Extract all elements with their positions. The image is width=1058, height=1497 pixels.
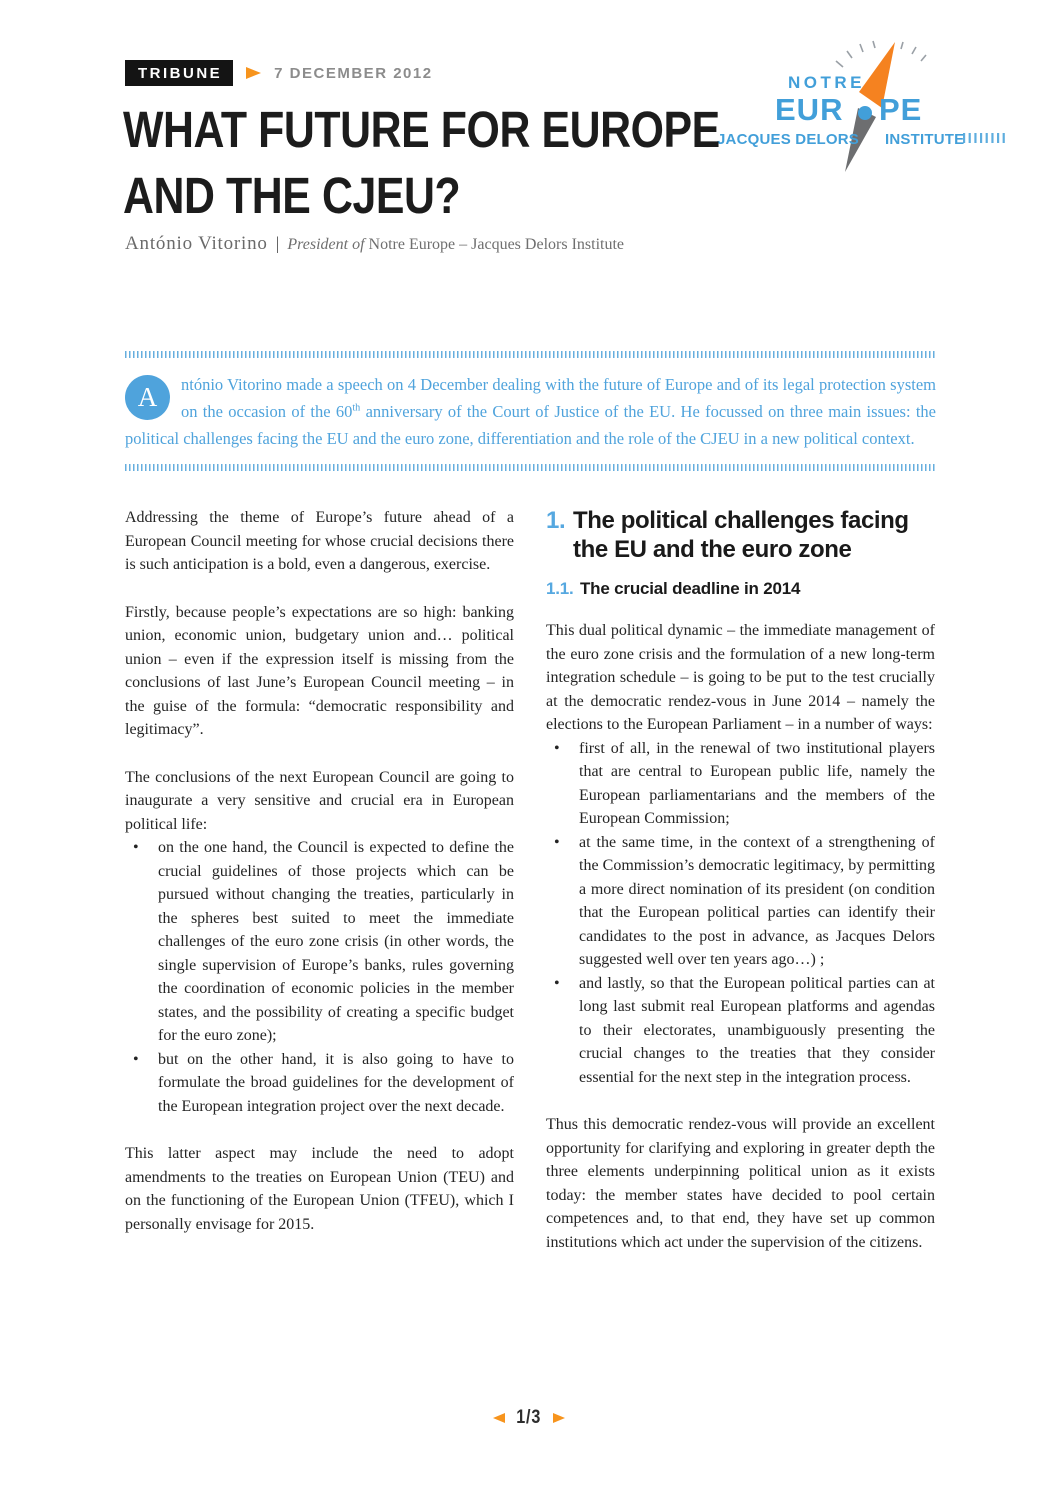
bullet-marker-icon: •: [554, 974, 560, 992]
bullet-item: [546, 831, 935, 972]
page-indicator: 1/3: [516, 1407, 542, 1428]
page-title: [123, 97, 720, 229]
logo-text-institute: INSTITUTE: [885, 131, 965, 148]
logo-text-jacques-delors: JACQUES DELORS: [717, 131, 859, 148]
section-number: 1.: [546, 507, 566, 534]
author-organization: Notre Europe – Jacques Delors Institute: [368, 236, 624, 253]
bullet-item: [125, 836, 514, 1048]
publication-date: 7 DECEMBER 2012: [274, 64, 433, 82]
paragraph: Addressing the theme of Europe’s future ahead of a European Council meeting for whose crucial decisions there is such anticipation is a bold, even a dangerous, exercise.: [125, 509, 514, 573]
abstract-text: [125, 358, 936, 464]
page-title-line1: WHAT FUTURE FOR EUROPE: [123, 101, 720, 158]
notre-europe-logo: [715, 40, 1015, 178]
masthead: [125, 60, 433, 86]
paragraph: This dual political dynamic – the immediate management of the euro zone crisis and the formulation of a new long-term integration schedule – is going to be put to the test crucially at the democratic rendez-vous in June 2014 – namely the elections to the European Parliament – in a number of ways:: [546, 622, 935, 733]
logo-dot-icon: [858, 106, 872, 120]
dotted-rule-bottom: [125, 464, 936, 471]
paragraph: Thus this democratic rendez-vous will provide an excellent opportunity for clarifying and exploring in greater depth the three elements underpinning political union as it exists today: the member states have decided to pool certain competences and, to that end, they have set up common institutions which act under the supervision of the citizens.: [546, 1116, 935, 1251]
logo-text-notre: NOTRE: [788, 73, 865, 92]
right-column: [546, 506, 935, 1278]
bullet-marker-icon: •: [554, 833, 560, 851]
logo-tick-bars-icon: IIIIIIII: [962, 130, 1008, 147]
pagination: [0, 1407, 1058, 1429]
abstract-superscript: th: [352, 402, 361, 414]
dotted-rule-top: [125, 351, 936, 358]
paragraph: The conclusions of the next European Council are going to inaugurate a very sensitive and crucial era in European political life:: [125, 768, 514, 833]
logo-text-eur: EUR: [775, 92, 844, 127]
bullet-list: [546, 737, 935, 1090]
bullet-marker-icon: •: [133, 1050, 139, 1068]
section-heading: [546, 506, 935, 564]
bullet-marker-icon: •: [554, 739, 560, 757]
prev-page-arrow-icon[interactable]: [493, 1413, 505, 1423]
abstract-text-part1: ntónio Vitorino made a speech on 4 December dealing with the future of Europe and of its legal protection system on the occasion of the 60: [181, 375, 936, 421]
tribune-badge: TRIBUNE: [125, 60, 233, 86]
subsection-number: 1.1.: [546, 579, 574, 598]
bullet-text: but on the other hand, it is also going to have to formulate the broad guidelines for the development of the European integration project over the next decade.: [158, 1050, 514, 1115]
bullet-item: [546, 972, 935, 1090]
author-name: António Vitorino: [125, 233, 268, 254]
abstract-text-part2: anniversary of the Court of Justice of the EU. He focussed on three main issues: the political challenges facing the EU and the euro zone, differentiation and the role of the CJEU in a new political context.: [125, 402, 936, 448]
paragraph: Firstly, because people’s expectations are so high: banking union, economic union, budgetary union and… political union – even if the expression itself is missing from the conclusions of last June’s European Council meeting – in the guise of the formula: “democratic responsibility and legitimacy”.: [125, 603, 514, 738]
bullet-item: [546, 737, 935, 831]
next-page-arrow-icon[interactable]: [553, 1413, 565, 1423]
logo-text-pe: PE: [879, 92, 923, 127]
subsection-heading: [546, 578, 935, 599]
bullet-item: [125, 1048, 514, 1119]
bullet-text: and lastly, so that the European political parties can at long last submit real European platforms and agendas to their electorates, unambiguously presenting the crucial changes to the treaties that they consider essential for the next step in the integration process.: [579, 974, 935, 1086]
bullet-text: first of all, in the renewal of two institutional players that are central to European public life, namely the European parliamentarians and the members of the European Commission;: [579, 739, 935, 827]
bullet-text: on the one hand, the Council is expected to define the crucial guidelines of those projects which can be pursued without changing the treaties, particularly in the spheres best suited to meet the immediate challenges of the euro zone crisis (in other words, the single supervision of Europe’s banks, rules governing the coordination of economic policies in the member states, and the possibility of creating a specific budget for the euro zone);: [158, 839, 514, 1044]
section-title: The political challenges facing the EU and the euro zone: [573, 507, 909, 563]
arrow-right-icon: [246, 67, 261, 79]
bullet-list: [125, 836, 514, 1118]
paragraph: This latter aspect may include the need to adopt amendments to the treaties on European Union (TEU) and on the functioning of the European Union (TFEU), which I personally envisage for 2015.: [125, 1145, 514, 1233]
author-role: President of: [287, 236, 365, 253]
bullet-marker-icon: •: [133, 839, 139, 856]
page-title-line2: AND THE CJEU?: [123, 167, 461, 224]
author-line: [125, 233, 624, 255]
bullet-text: at the same time, in the context of a strengthening of the Commission’s democratic legitimacy, by permitting a more direct nomination of its president (on condition that the European political parties can identify their candidates to the post in advance, as Jacques Delors suggested well over ten years ago…) ;: [579, 833, 935, 968]
dropcap-badge: A: [125, 375, 170, 420]
article-body: [125, 506, 936, 1278]
author-separator: |: [275, 233, 280, 253]
abstract-box: [125, 351, 936, 471]
subsection-title: The crucial deadline in 2014: [580, 579, 801, 598]
left-column: [125, 506, 514, 1278]
